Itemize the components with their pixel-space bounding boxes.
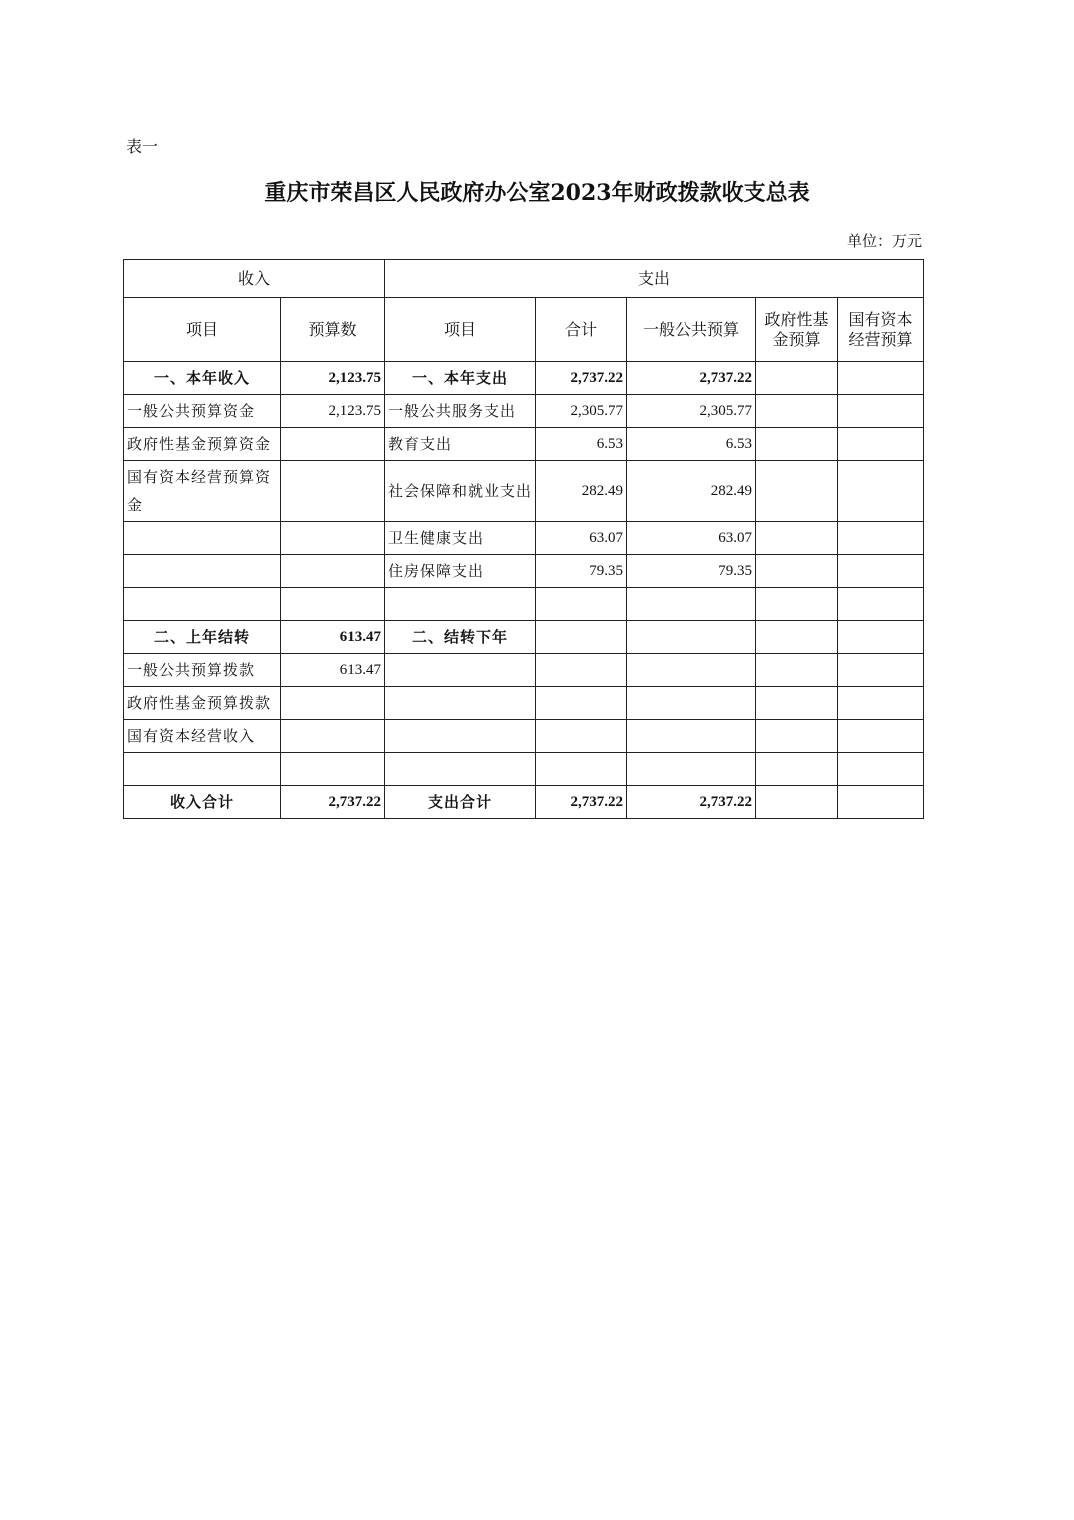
income-value — [281, 588, 385, 621]
expense-general — [627, 753, 756, 786]
table-row — [124, 395, 924, 428]
expense-total — [536, 654, 627, 687]
header-item: 项目 — [124, 298, 281, 362]
income-value — [281, 753, 385, 786]
income-total-label: 收入合计 — [124, 786, 281, 819]
income-item — [124, 588, 281, 621]
expense-total: 2,737.22 — [536, 362, 627, 395]
table-row — [124, 522, 924, 555]
income-item: 一般公共预算拨款 — [124, 654, 281, 687]
table-row — [124, 621, 924, 654]
table-row — [124, 461, 924, 522]
expense-item — [385, 588, 536, 621]
expense-general: 79.35 — [627, 555, 756, 588]
expense-general: 2,737.22 — [627, 362, 756, 395]
expense-total: 2,737.22 — [536, 786, 627, 819]
income-total-value: 2,737.22 — [281, 786, 385, 819]
expense-state — [838, 555, 924, 588]
income-item: 一般公共预算资金 — [124, 395, 281, 428]
budget-table — [123, 259, 924, 819]
expense-total — [536, 621, 627, 654]
expense-item: 社会保障和就业支出 — [385, 461, 536, 522]
expense-gov-fund — [756, 555, 838, 588]
header-total: 合计 — [536, 298, 627, 362]
expense-gov-fund — [756, 621, 838, 654]
expense-state — [838, 687, 924, 720]
expense-total: 79.35 — [536, 555, 627, 588]
header-state-capital: 国有资本经营预算 — [838, 298, 924, 362]
expense-gov-fund — [756, 395, 838, 428]
expense-state — [838, 362, 924, 395]
header-row-sub — [124, 298, 924, 362]
expense-total — [536, 720, 627, 753]
expense-gov-fund — [756, 461, 838, 522]
expense-general — [627, 588, 756, 621]
expense-general: 282.49 — [627, 461, 756, 522]
income-item: 国有资本经营收入 — [124, 720, 281, 753]
expense-gov-fund — [756, 786, 838, 819]
table-number: 表一 — [126, 137, 159, 156]
header-exp-item: 项目 — [385, 298, 536, 362]
income-item: 二、上年结转 — [124, 621, 281, 654]
expense-item: 教育支出 — [385, 428, 536, 461]
expense-item — [385, 720, 536, 753]
expense-general: 6.53 — [627, 428, 756, 461]
expense-general — [627, 687, 756, 720]
expense-general: 2,305.77 — [627, 395, 756, 428]
expense-total-label: 支出合计 — [385, 786, 536, 819]
expense-total: 2,305.77 — [536, 395, 627, 428]
expense-state — [838, 720, 924, 753]
expense-gov-fund — [756, 687, 838, 720]
expense-gov-fund — [756, 654, 838, 687]
expense-item — [385, 687, 536, 720]
expense-state — [838, 461, 924, 522]
income-item: 一、本年收入 — [124, 362, 281, 395]
expense-general — [627, 621, 756, 654]
table-row — [124, 687, 924, 720]
expense-state — [838, 654, 924, 687]
header-general: 一般公共预算 — [627, 298, 756, 362]
income-value: 613.47 — [281, 654, 385, 687]
income-value — [281, 720, 385, 753]
income-value — [281, 522, 385, 555]
income-value: 2,123.75 — [281, 362, 385, 395]
expense-gov-fund — [756, 720, 838, 753]
expense-total — [536, 588, 627, 621]
table-row — [124, 654, 924, 687]
expense-general: 63.07 — [627, 522, 756, 555]
income-value — [281, 555, 385, 588]
income-item: 政府性基金预算资金 — [124, 428, 281, 461]
income-item: 政府性基金预算拨款 — [124, 687, 281, 720]
table-row — [124, 753, 924, 786]
income-value: 613.47 — [281, 621, 385, 654]
expense-total: 282.49 — [536, 461, 627, 522]
expense-item: 一般公共服务支出 — [385, 395, 536, 428]
page-title: 重庆市荣昌区人民政府办公室2023年财政拨款收支总表 — [264, 180, 810, 206]
table-row-total — [124, 786, 924, 819]
income-item — [124, 555, 281, 588]
header-expense: 支出 — [385, 260, 924, 298]
income-item — [124, 522, 281, 555]
expense-item: 住房保障支出 — [385, 555, 536, 588]
header-row-top — [124, 260, 924, 298]
expense-gov-fund — [756, 588, 838, 621]
expense-state — [838, 786, 924, 819]
table-row — [124, 555, 924, 588]
expense-gov-fund — [756, 753, 838, 786]
expense-state — [838, 753, 924, 786]
income-value — [281, 461, 385, 522]
unit-label: 单位：万元 — [846, 232, 922, 250]
table-row — [124, 720, 924, 753]
income-item: 国有资本经营预算资金 — [124, 461, 281, 522]
expense-state — [838, 588, 924, 621]
header-budget: 预算数 — [281, 298, 385, 362]
income-value — [281, 428, 385, 461]
expense-item — [385, 753, 536, 786]
expense-general — [627, 720, 756, 753]
expense-state — [838, 522, 924, 555]
expense-item: 卫生健康支出 — [385, 522, 536, 555]
table-row — [124, 428, 924, 461]
income-item — [124, 753, 281, 786]
expense-total: 63.07 — [536, 522, 627, 555]
income-value — [281, 687, 385, 720]
expense-gov-fund — [756, 522, 838, 555]
expense-item: 一、本年支出 — [385, 362, 536, 395]
expense-state — [838, 621, 924, 654]
income-value: 2,123.75 — [281, 395, 385, 428]
expense-gov-fund — [756, 362, 838, 395]
expense-general — [627, 654, 756, 687]
expense-total: 6.53 — [536, 428, 627, 461]
header-gov-fund: 政府性基金预算 — [756, 298, 838, 362]
expense-state — [838, 395, 924, 428]
table-row — [124, 362, 924, 395]
expense-total — [536, 753, 627, 786]
expense-general: 2,737.22 — [627, 786, 756, 819]
expense-item: 二、结转下年 — [385, 621, 536, 654]
expense-state — [838, 428, 924, 461]
expense-item — [385, 654, 536, 687]
table-row — [124, 588, 924, 621]
header-income: 收入 — [124, 260, 385, 298]
expense-gov-fund — [756, 428, 838, 461]
expense-total — [536, 687, 627, 720]
